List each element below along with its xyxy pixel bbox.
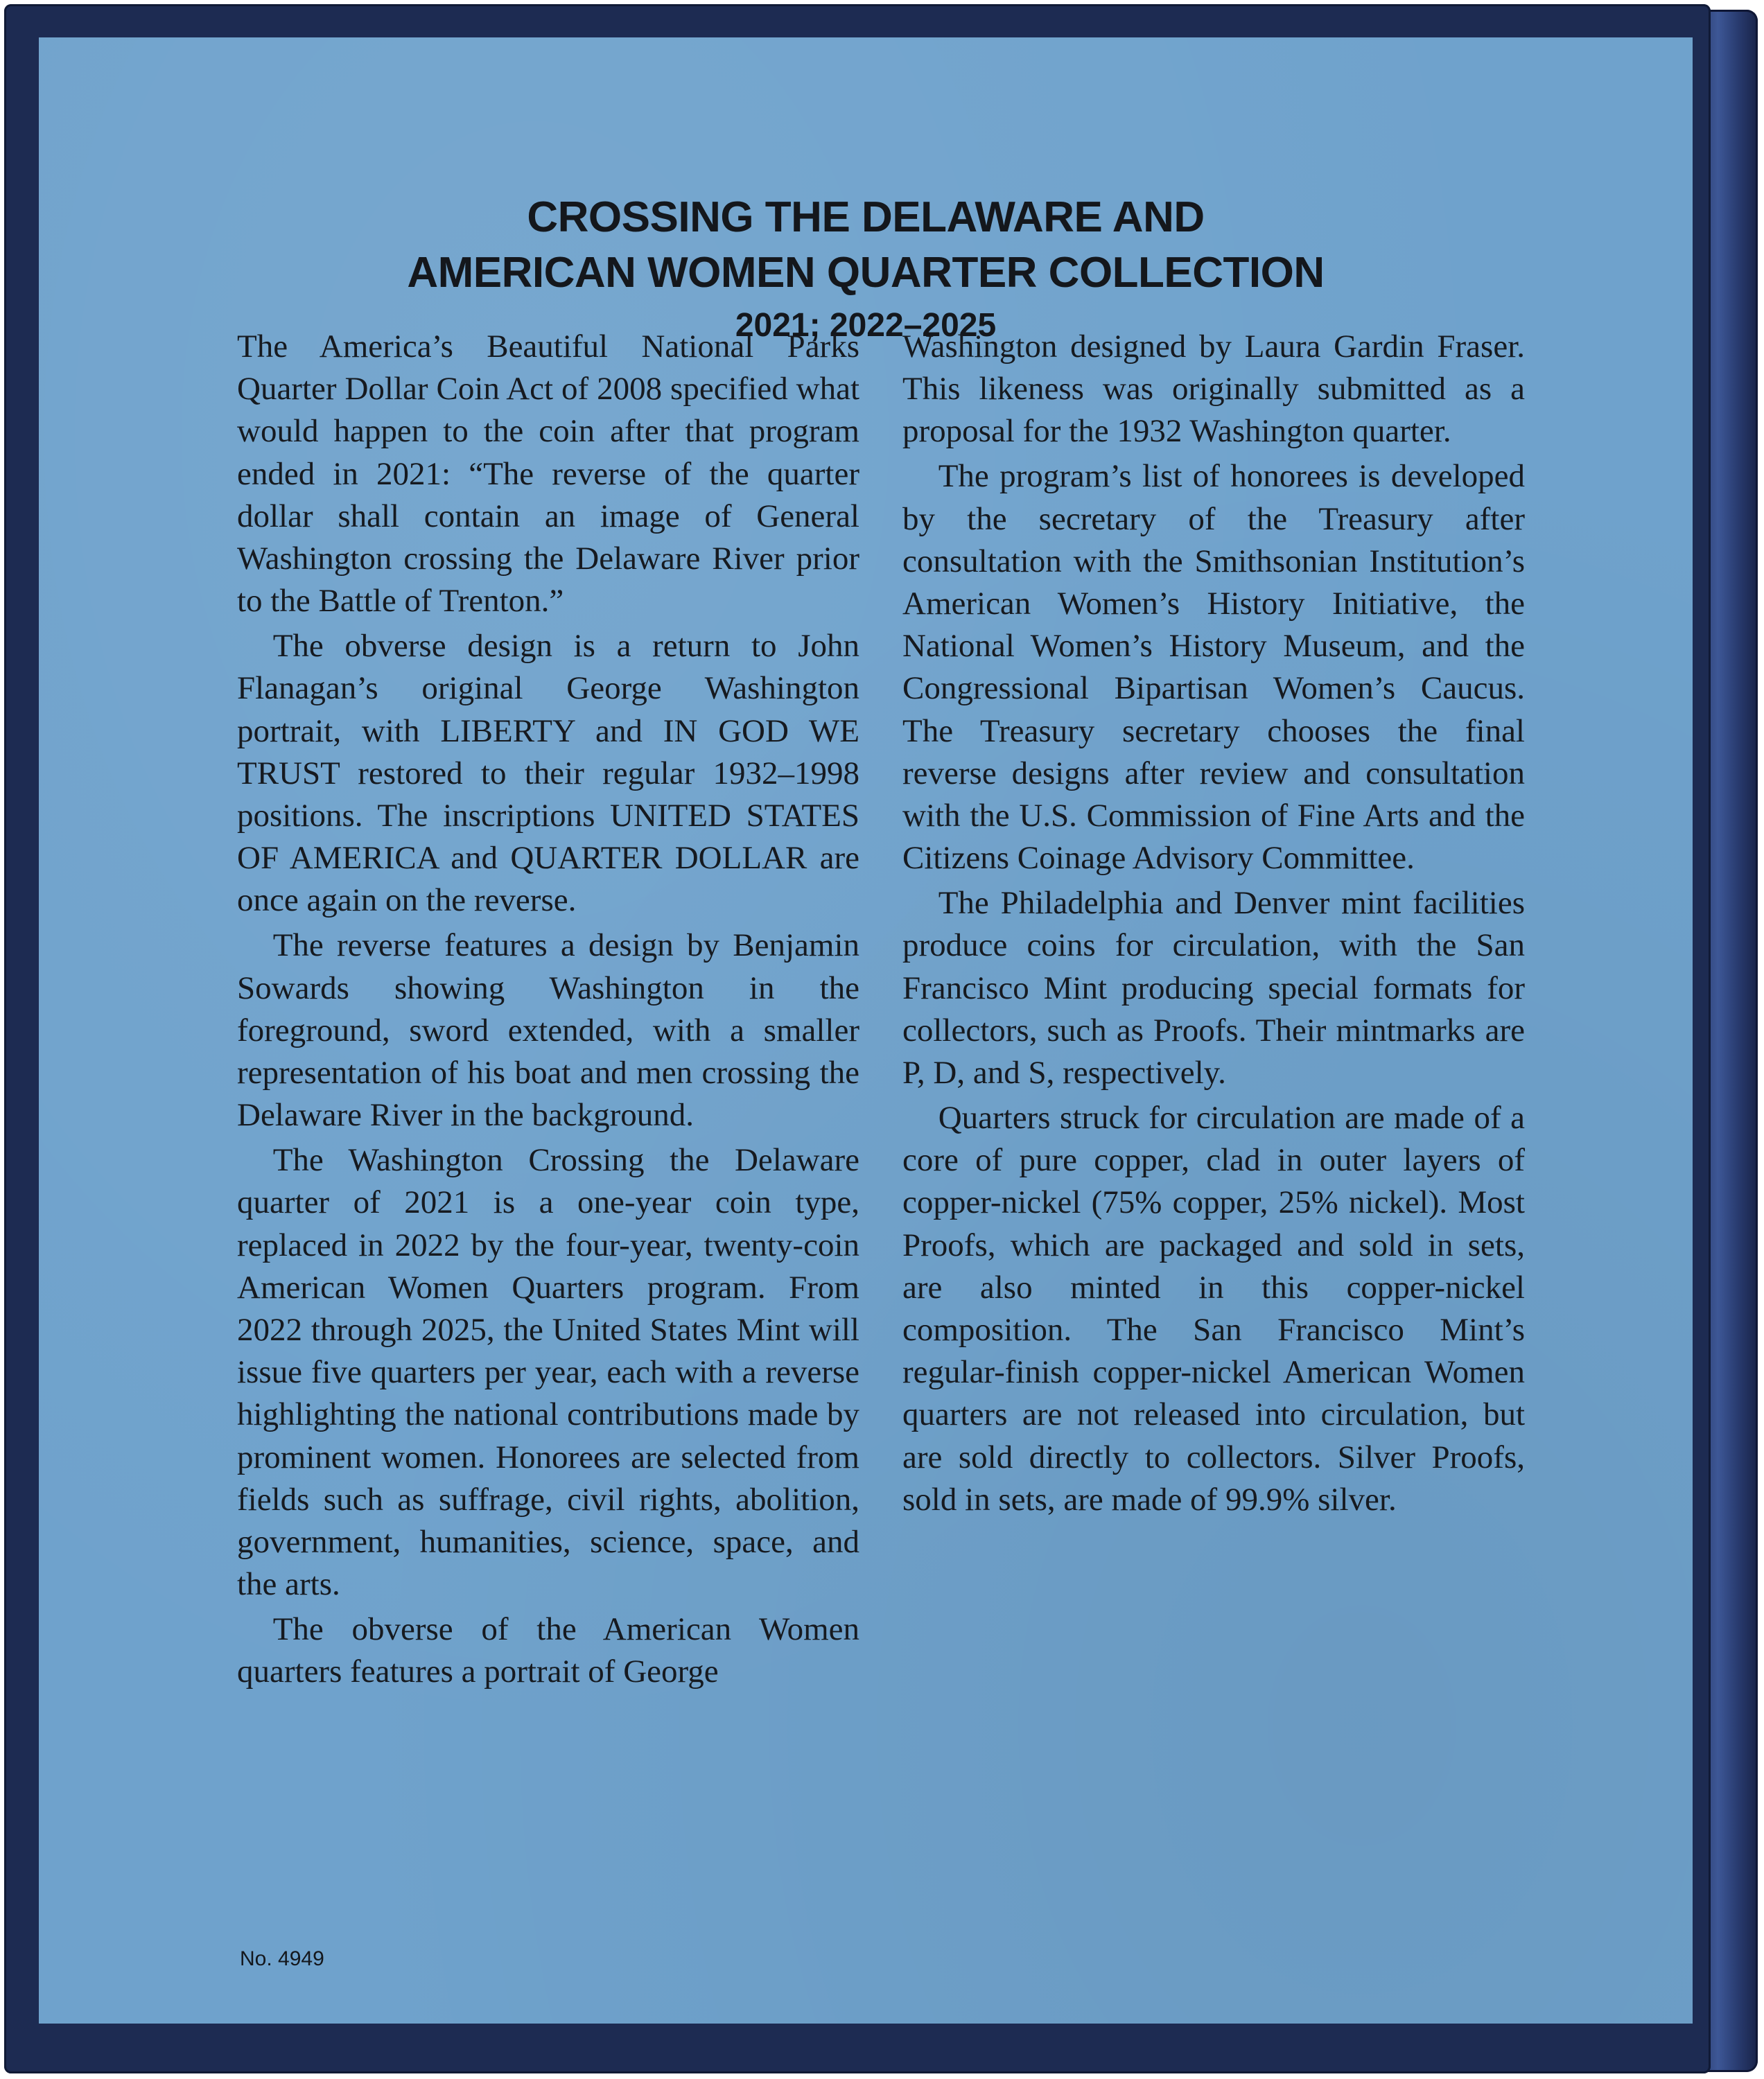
paragraph: Washington designed by Laura Gardin Fraser. This likeness was originally submitted as a proposal for the 1932 Washington quarter. xyxy=(902,328,1525,450)
title-years: 2021; 2022–2025 xyxy=(735,307,997,344)
paragraph: The obverse of the American Women quarters features a portrait of George xyxy=(237,1611,859,1690)
left-text-column xyxy=(237,326,859,1696)
paragraph: The program’s list of honorees is developed by the secretary of the Treasury after consultation with the Smithsonian Institution’s American Women’s History Initiative, the National Women’s History Museum, and the Congressional Bipartisan Women’s Caucus. The Treasury secretary chooses the final reverse designs after review and consultation with the U.S. Commission of Fine Arts and the Citizens Coinage Advisory Committee. xyxy=(902,458,1525,877)
title-line-2: AMERICAN WOMEN QUARTER COLLECTION xyxy=(407,249,1325,297)
paragraph: The reverse features a design by Benjamin Sowards showing Washington in the foreground, sword extended, with a smaller representation of his boat and men crossing the Delaware River in the background. xyxy=(237,927,859,1134)
paragraph: Quarters struck for circulation are made of a core of pure copper, clad in outer layers of copper-nickel (75% copper, 25% nickel). Most Proofs, which are packaged and sold in sets, are also minted in this copper-nickel composition. The San Francisco Mint’s regular-finish copper-nickel American Women quarters are not released into circulation, but are sold directly to collectors. Silver Proofs, sold in sets, are made of 99.9% silver. xyxy=(902,1099,1525,1518)
paragraph: The obverse design is a return to John Flanagan’s original George Washington portrait, with LIBERTY and IN GOD WE TRUST restored to their regular 1932–1998 positions. The inscriptions UNITED STATES OF AMERICA and QUARTER DOLLAR are once again on the reverse. xyxy=(237,628,859,919)
page-title xyxy=(39,190,1693,348)
right-text-column xyxy=(902,326,1525,1524)
catalog-number: No. 4949 xyxy=(240,1947,324,1970)
paragraph: The Washington Crossing the Delaware quarter of 2021 is a one-year coin type, replaced in 2022 by the four-year, twenty-coin American Women Quarters program. From 2022 through 2025, the United States Mint will issue five quarters per year, each with a reverse highlighting the national contributions made by prominent women. Honorees are selected from fields such as suffrage, civil rights, abolition, government, humanities, science, space, and the arts. xyxy=(237,1142,859,1603)
title-line-1: CROSSING THE DELAWARE AND xyxy=(527,193,1205,241)
paragraph: The Philadelphia and Denver mint facilities produce coins for circulation, with the San Francisco Mint producing special formats for collectors, such as Proofs. Their mintmarks are P, D, and S, respectively. xyxy=(902,885,1525,1091)
paragraph: The America’s Beautiful National Parks Quarter Dollar Coin Act of 2008 specified what would happen to the coin after that program ended in 2021: “The reverse of the quarter dollar shall contain an image of General Washington crossing the Delaware River prior to the Battle of Trenton.” xyxy=(237,328,859,620)
